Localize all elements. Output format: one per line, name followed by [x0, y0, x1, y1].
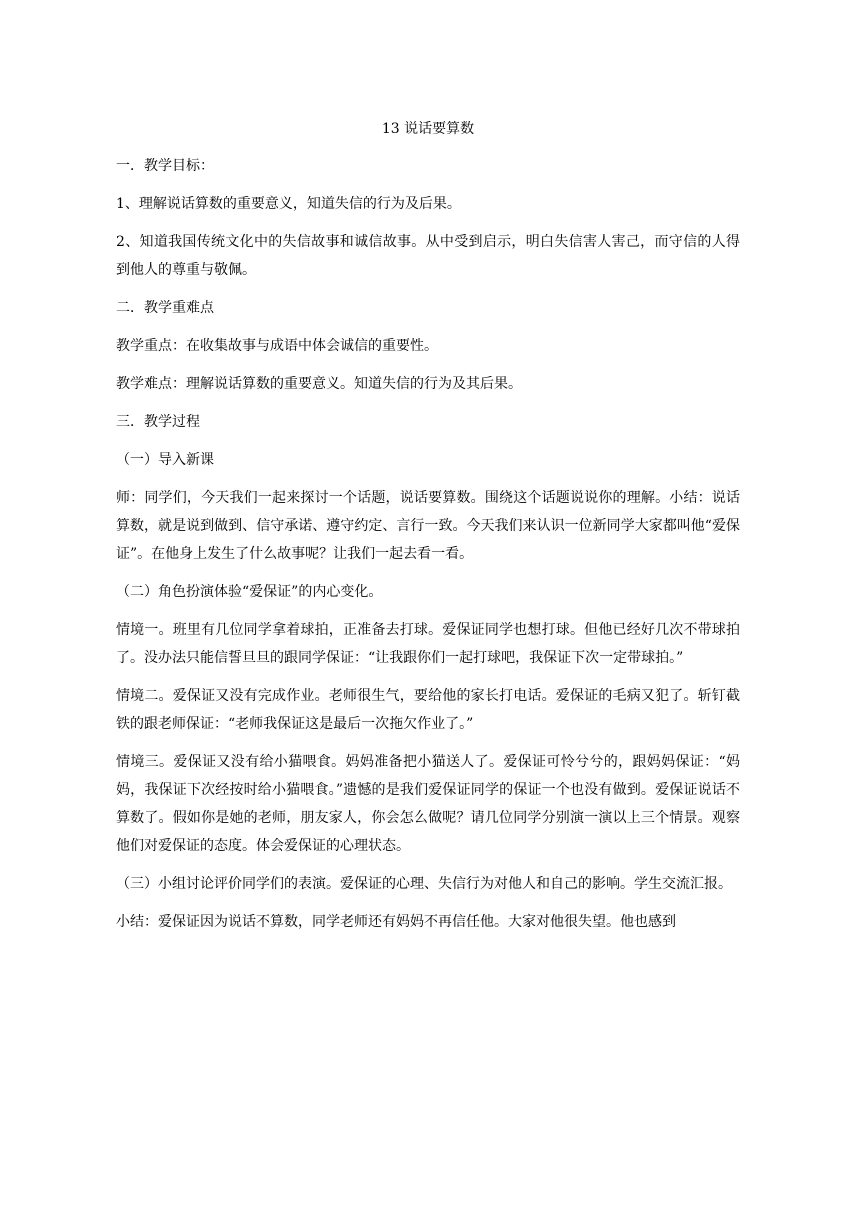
section-heading-process: 三．教学过程 [116, 414, 200, 430]
page-title: 13 说话要算数 [381, 121, 475, 137]
scenario-2: 情境二。爱保证又没有完成作业。老师很生气，要给他的家长打电话。爱保证的毛病又犯了。斩钉截铁的跟老师保证：“老师我保证这是最后一次拖欠作业了。” [116, 688, 740, 732]
subsection-intro: （一）导入新课 [116, 452, 214, 468]
document-body [116, 118, 740, 946]
difficult-point: 教学难点：理解说话算数的重要意义。知道失信的行为及其后果。 [116, 376, 522, 392]
scenario-1: 情境一。班里有几位同学拿着球拍，正准备去打球。爱保证同学也想打球。但他已经好几次不带球拍了。没办法只能信誓旦旦的跟同学保证：“让我跟你们一起打球吧，我保证下次一定带球拍。” [116, 622, 740, 666]
summary-paragraph: 小结：爱保证因为说话不算数，同学老师还有妈妈不再信任他。大家对他很失望。他也感到 [116, 914, 676, 930]
key-point: 教学重点：在收集故事与成语中体会诚信的重要性。 [116, 338, 438, 354]
section-heading-key-points: 二．教学重难点 [116, 300, 214, 316]
objective-1: 1、理解说话算数的重要意义，知道失信的行为及后果。 [116, 196, 461, 212]
subsection-role-play: （二）角色扮演体验“爱保证”的内心变化。 [116, 584, 383, 600]
objective-2: 2、知道我国传统文化中的失信故事和诚信故事。从中受到启示，明白失信害人害己，而守信的人得到他人的尊重与敬佩。 [116, 234, 740, 278]
intro-paragraph: 师：同学们，今天我们一起来探讨一个话题，说话要算数。围绕这个话题说说你的理解。小结：说话算数，就是说到做到、信守承诺、遵守约定、言行一致。今天我们来认识一位新同学大家都叫他“爱保证”。在他身上发生了什么故事呢？让我们一起去看一看。 [116, 490, 740, 562]
scenario-3: 情境三。爱保证又没有给小猫喂食。妈妈准备把小猫送人了。爱保证可怜兮兮的，跟妈妈保证：“妈妈，我保证下次经按时给小猫喂食。”遗憾的是我们爱保证同学的保证一个也没有做到。爱保证说话不算数了。假如你是她的老师，朋友家人，你会怎么做呢？请几位同学分别演一演以上三个情景。观察他们对爱保证的态度。体会爱保证的心理状态。 [116, 754, 740, 854]
subsection-discussion: （三）小组讨论评价同学们的表演。爱保证的心理、失信行为对他人和自己的影响。学生交流汇报。 [116, 876, 732, 892]
section-heading-objectives: 一．教学目标： [116, 158, 214, 174]
